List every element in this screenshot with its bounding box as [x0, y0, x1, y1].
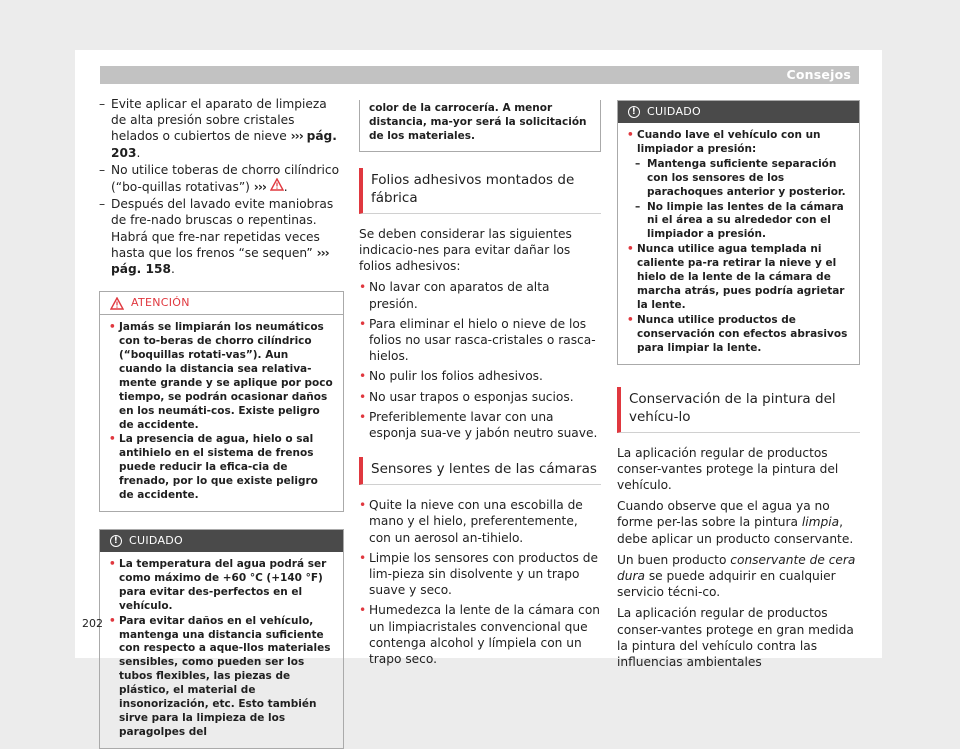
- page-reference-link[interactable]: pág. 158: [111, 262, 171, 277]
- list-item: • Preferiblemente lavar con una esponja sua-ve y jabón neutro suave.: [359, 409, 598, 440]
- list-item: • Limpie los sensores con productos de lim-pieza sin disolvente y un trapo suave y seco.: [359, 550, 598, 598]
- paragraph: La aplicación regular de productos conser-vantes protege en gran medida la pintura del vehículo contra las influencias ambientales: [617, 606, 854, 669]
- sub-list-item: – No limpie las lentes de la cámara ni el área a su alrededor con el limpiador a presión.: [635, 200, 844, 241]
- page-number: 202: [82, 617, 103, 630]
- list-item: • Quite la nieve con una escobilla de mano y el hielo, preferentemente, con un aerosol an-tihielo.: [359, 498, 583, 545]
- list-item: • La temperatura del agua podrá ser como máximo de +60 °C (+140 °F) para evitar des-perfectos en el vehículo.: [109, 558, 327, 612]
- paragraph: La aplicación regular de productos conser-vantes protege la pintura del vehículo.: [617, 445, 839, 492]
- list-item: – No utilice toberas de chorro cilíndrico (“bo-quillas rotativas”) ››› .: [99, 162, 340, 195]
- section-title: Sensores y lentes de las cámaras: [359, 457, 601, 485]
- cross-ref-arrows: ›››: [290, 129, 303, 144]
- column-1: [99, 96, 344, 749]
- header-title: Consejos: [786, 67, 851, 82]
- cuidado-header: [100, 530, 343, 552]
- column-2: [359, 100, 601, 671]
- paragraph: Cuando observe que el agua ya no forme per-las sobre la pintura limpia, debe aplicar un producto conservante.: [617, 499, 854, 546]
- section-title: Conservación de la pintura del vehícu-lo: [617, 387, 860, 433]
- cuidado-header: [618, 101, 859, 123]
- list-item: • Nunca utilice agua templada ni caliente pa-ra retirar la nieve y el hielo de la lente de la cámara de marcha atrás, pues podría agrietar la lente.: [627, 243, 845, 311]
- list-item: • No lavar con aparatos de alta presión.: [359, 280, 550, 311]
- list-item: • Nunca utilice productos de conservación con efectos abrasivos para limpiar la lente.: [627, 313, 848, 354]
- atencion-box: [99, 291, 344, 512]
- cuidado-box: [617, 100, 860, 365]
- cuidado-title: CUIDADO: [129, 533, 184, 547]
- list-item: • La presencia de agua, hielo o sal antihielo en el sistema de frenos puede reducir la efica-cia de frenado, por lo que existe peligro de accidente.: [109, 433, 318, 502]
- list-item: – Evite aplicar el aparato de limpieza de alta presión sobre cristales helados o cubiertos de nieve ››› pág. 203.: [99, 97, 337, 160]
- cuidado-box: [99, 529, 344, 749]
- atencion-title: ATENCIÓN: [131, 296, 190, 310]
- column-3: [617, 100, 860, 675]
- list-item: • Cuando lave el vehículo con un limpiador a presión:: [627, 129, 821, 155]
- list-item: • No pulir los folios adhesivos.: [359, 369, 543, 384]
- paragraph: Se deben considerar las siguientes indicacio-nes para evitar dañar los folios adhesivos:: [359, 226, 572, 274]
- cross-ref-arrows: ›››: [253, 180, 266, 195]
- cross-ref-arrows: ›››: [316, 245, 329, 260]
- list-item: • Humedezca la lente de la cámara con un limpiacristales convencional que contenga alcohol y límpiela con un trapo seco.: [359, 603, 601, 666]
- page-reference-link[interactable]: pág. 203: [111, 129, 337, 160]
- list-item: – Después del lavado evite maniobras de fre-nado bruscas o repentinas. Habrá que fre-nar repetidas veces hasta que los frenos “se sequen” ››› pág. 158.: [99, 197, 334, 277]
- warning-icon[interactable]: [270, 178, 284, 191]
- list-item: • Para eliminar el hielo o nieve de los folios no usar rasca-cristales o rasca-hielos.: [359, 316, 596, 364]
- cuidado-title: CUIDADO: [647, 104, 702, 118]
- info-icon: !: [628, 106, 640, 118]
- info-icon: !: [110, 535, 122, 547]
- sub-list-item: – Mantenga suficiente separación con los sensores de los parachoques anterior y posterior.: [635, 157, 846, 198]
- atencion-header: [100, 292, 343, 315]
- paragraph: Un buen producto conservante de cera dura se puede adquirir en cualquier servicio técni-co.: [617, 552, 856, 600]
- list-item: • Jamás se limpiarán los neumáticos con to-beras de chorro cilíndrico (“boquillas rotati-vas”). Aun cuando la distancia sea relativa-mente grande y se aplique por poco tiempo, se podrán ocasionar daños en los neumáti-cos. Existe peligro de accidente.: [109, 321, 333, 431]
- list-item: • Para evitar daños en el vehículo, mantenga una distancia suficiente con respecto a aque-llos materiales sensibles, como pueden ser los tubos flexibles, las piezas de plástico, el material de insonorización, etc. Esto también sirve para la limpieza de los paragolpes del: [109, 614, 331, 738]
- list-item: • No usar trapos o esponjas sucios.: [359, 389, 574, 404]
- section-title: Folios adhesivos montados de fábrica: [359, 168, 601, 214]
- cuidado-box-continued: color de la carrocería. A menor distancia, ma-yor será la solicitación de los materiales.: [359, 100, 601, 152]
- warning-icon: [110, 297, 124, 310]
- page-header: [100, 66, 859, 84]
